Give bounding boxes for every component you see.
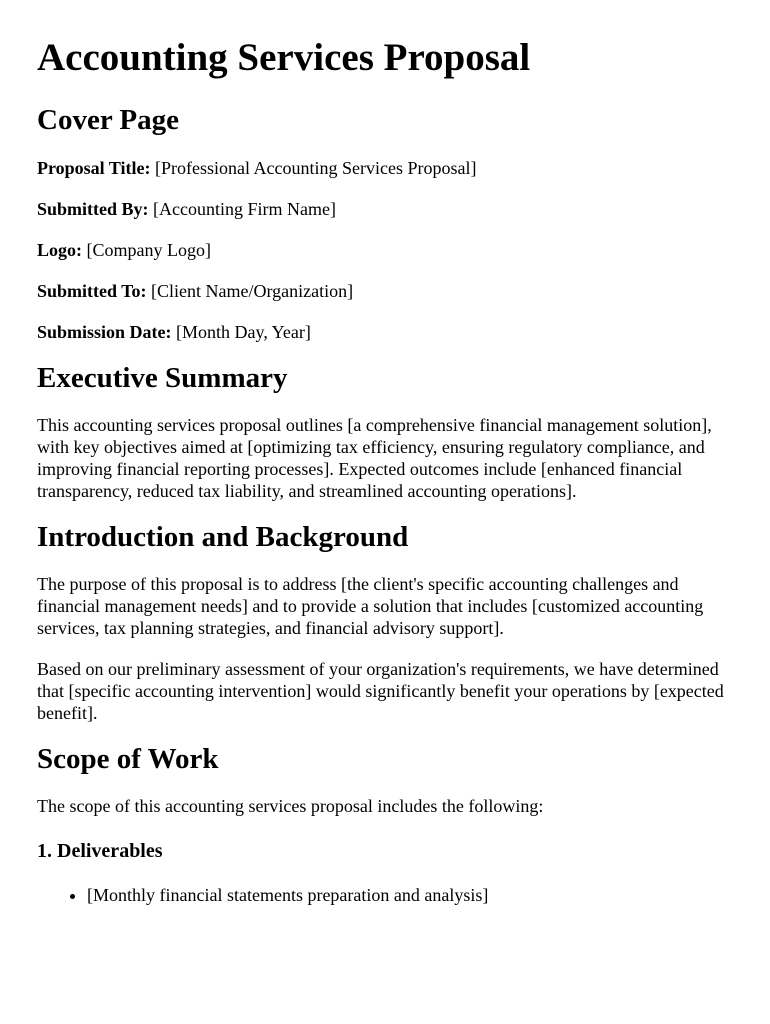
scope-of-work-heading: Scope of Work xyxy=(37,743,219,775)
field-value: [Month Day, Year] xyxy=(176,322,311,342)
deliverables-heading: 1. Deliverables xyxy=(37,840,163,862)
proposal-title-field xyxy=(37,157,733,179)
field-label: Submitted To: xyxy=(37,281,147,301)
field-value: [Company Logo] xyxy=(86,240,211,260)
logo-field xyxy=(37,239,733,261)
document-title: Accounting Services Proposal xyxy=(37,36,531,79)
field-label: Logo: xyxy=(37,240,82,260)
field-value: [Accounting Firm Name] xyxy=(153,199,336,219)
introduction-heading: Introduction and Background xyxy=(37,521,409,553)
cover-page-heading: Cover Page xyxy=(37,104,179,136)
deliverables-list xyxy=(37,884,733,906)
field-value: [Client Name/Organization] xyxy=(151,281,354,301)
field-value: [Professional Accounting Services Proposal] xyxy=(155,158,477,178)
field-label: Submission Date: xyxy=(37,322,172,342)
list-item: • [Monthly financial statements preparation and analysis] xyxy=(87,884,733,906)
field-label: Proposal Title: xyxy=(37,158,151,178)
submission-date-field xyxy=(37,321,733,343)
executive-summary-heading: Executive Summary xyxy=(37,362,288,394)
submitted-by-field xyxy=(37,198,733,220)
executive-summary-paragraph: This accounting services proposal outlines [a comprehensive financial management solution], with key objectives aimed at [optimizing tax efficiency, ensuring regulatory compliance, and improving financial reporting processes]. Expected outcomes include [enhanced financial transparency, reduced tax liability, and streamlined accounting operations]. xyxy=(37,415,712,501)
field-label: Submitted By: xyxy=(37,199,149,219)
submitted-to-field xyxy=(37,280,733,302)
scope-intro-paragraph: The scope of this accounting services proposal includes the following: xyxy=(37,796,544,816)
introduction-paragraph: Based on our preliminary assessment of your organization's requirements, we have determined that [specific accounting intervention] would significantly benefit your operations by [expected benefit]. xyxy=(37,659,724,723)
introduction-paragraph: The purpose of this proposal is to address [the client's specific accounting challenges and financial management needs] and to provide a solution that includes [customized accounting services, tax planning strategies, and financial advisory support]. xyxy=(37,574,704,638)
